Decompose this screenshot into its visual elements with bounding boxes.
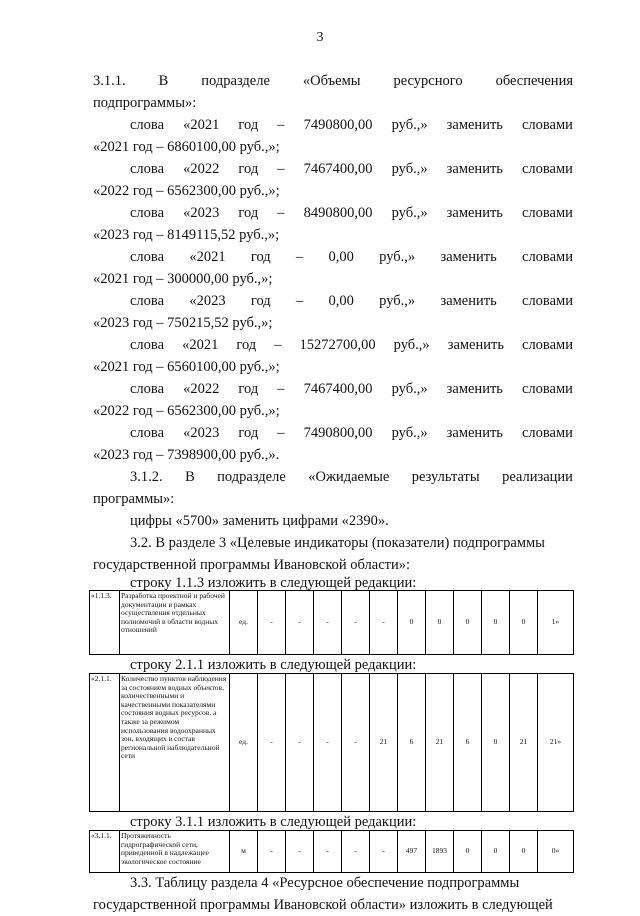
word: 7467400,00 — [303, 381, 373, 397]
word: руб.,» — [391, 117, 428, 133]
word: руб.,» — [379, 249, 416, 265]
indicator-table-1-1-3 — [89, 590, 574, 655]
row-number: «2.1.1. — [90, 674, 120, 812]
line-l3 — [93, 114, 573, 136]
cell: ед. — [230, 674, 258, 812]
word: словами — [521, 381, 573, 397]
word: слова — [130, 425, 165, 441]
word: слова — [130, 117, 165, 133]
word: «Объемы — [302, 73, 361, 89]
cell: ед. — [230, 591, 258, 655]
line-l21: цифры «5700» заменить цифрами «2390». — [130, 513, 389, 529]
word: руб.,» — [379, 293, 416, 309]
cell: - — [286, 591, 314, 655]
line-l26: строку 3.1.1 изложить в следующей редакции: — [130, 814, 417, 830]
indicator-name: Протяженность гидрографической сети, приведенной в надлежащее экологическое состояние — [120, 831, 230, 873]
cell: 0 — [510, 591, 538, 655]
word: год — [250, 293, 271, 309]
line-l2: подпрограммы»: — [93, 95, 197, 111]
word: слова — [130, 293, 165, 309]
word: год — [238, 117, 259, 133]
cell: - — [286, 674, 314, 812]
line-l15 — [93, 378, 573, 400]
cell: 21» — [538, 674, 574, 812]
word: словами — [521, 117, 573, 133]
line-l23: государственной программы Ивановской области»: — [93, 557, 411, 573]
line-l12: «2023 год – 750215,52 руб.,»; — [93, 315, 273, 331]
word: «2021 — [189, 249, 226, 265]
word: 0,00 — [328, 293, 354, 309]
page-number: 3 — [316, 30, 324, 45]
word: – — [277, 161, 285, 177]
indicator-name: Разработка проектной и рабочей документации в рамках осуществления отдельных полномочий в области водных отношений — [120, 591, 230, 655]
word: слова — [130, 161, 165, 177]
cell: 21 — [426, 674, 454, 812]
cell: - — [342, 831, 370, 873]
line-l6: «2022 год – 6562300,00 руб.,»; — [93, 183, 280, 199]
cell: 0 — [510, 831, 538, 873]
word: заменить — [446, 161, 503, 177]
word: реализации — [502, 469, 573, 485]
word: заменить — [446, 117, 503, 133]
word: 3.1.2. — [130, 469, 163, 485]
cell: - — [370, 831, 398, 873]
cell: 0 — [426, 591, 454, 655]
word: 3.1.1. — [93, 73, 126, 89]
word: руб.,» — [391, 161, 428, 177]
line-l20: программы»: — [93, 491, 175, 507]
cell: - — [258, 674, 286, 812]
word: В — [185, 469, 195, 485]
word: руб.,» — [391, 205, 428, 221]
word: подразделе — [217, 469, 286, 485]
cell: 0 — [482, 674, 510, 812]
row-number: «3.1.1. — [90, 831, 120, 873]
word: 7490800,00 — [303, 117, 373, 133]
word: – — [295, 293, 304, 309]
word: 7490800,00 — [303, 425, 373, 441]
cell: - — [258, 591, 286, 655]
word: словами — [521, 205, 573, 221]
cell: 6 — [454, 674, 482, 812]
word: словами — [522, 337, 573, 353]
word: «2021 — [182, 337, 219, 353]
line-l13 — [93, 334, 573, 356]
line-l11 — [93, 290, 573, 312]
word: руб.,» — [391, 425, 428, 441]
word: «2023 — [189, 293, 226, 309]
word: заменить — [446, 381, 503, 397]
cell: 1893 — [426, 831, 454, 873]
word: 15272700,00 — [299, 337, 376, 353]
cell: - — [314, 831, 342, 873]
cell: 0 — [454, 831, 482, 873]
word: год — [238, 381, 259, 397]
line-l5 — [93, 158, 573, 180]
line-l1 — [93, 70, 573, 92]
word: «2022 — [183, 161, 220, 177]
line-l7 — [93, 202, 573, 224]
cell: - — [370, 591, 398, 655]
line-l9 — [93, 246, 573, 268]
line-l22: 3.2. В разделе 3 «Целевые индикаторы (показатели) подпрограммы — [130, 535, 545, 551]
line-l8: «2023 год – 8149115,52 руб.,»; — [93, 227, 280, 243]
cell: 21 — [370, 674, 398, 812]
word: «2023 — [183, 425, 220, 441]
word: ресурсного — [393, 73, 463, 89]
line-l17 — [93, 422, 573, 444]
word: год — [250, 249, 271, 265]
word: результаты — [411, 469, 480, 485]
word: «Ожидаемые — [308, 469, 390, 485]
word: заменить — [447, 337, 504, 353]
indicator-table-2-1-1 — [89, 673, 574, 812]
word: слова — [130, 249, 165, 265]
cell: 0 — [398, 591, 426, 655]
word: 7467400,00 — [303, 161, 373, 177]
cell: 21 — [510, 674, 538, 812]
word: словами — [522, 249, 573, 265]
line-l18: «2023 год – 7398900,00 руб.,». — [93, 447, 280, 463]
cell: - — [342, 674, 370, 812]
indicator-table-3-1-1 — [89, 830, 574, 873]
word: заменить — [440, 249, 497, 265]
word: словами — [521, 425, 573, 441]
word: руб.,» — [393, 337, 430, 353]
word: – — [295, 249, 304, 265]
word: – — [277, 117, 285, 133]
cell: 0» — [538, 831, 574, 873]
cell: 0 — [482, 591, 510, 655]
word: – — [277, 205, 285, 221]
word: – — [277, 381, 285, 397]
line-l24: строку 1.1.3 изложить в следующей редакции: — [130, 575, 417, 591]
word: «2022 — [183, 381, 220, 397]
line-l28: государственной программы Ивановской области» изложить в следующей — [93, 897, 553, 913]
line-l4: «2021 год – 6860100,00 руб.,»; — [93, 139, 280, 155]
word: слова — [130, 381, 165, 397]
word: руб.,» — [391, 381, 428, 397]
word: слова — [130, 205, 165, 221]
word: словами — [521, 161, 573, 177]
cell: - — [314, 674, 342, 812]
word: год — [238, 205, 259, 221]
cell: - — [286, 831, 314, 873]
line-l14: «2021 год – 6560100,00 руб.,»; — [93, 359, 280, 375]
word: 8490800,00 — [303, 205, 373, 221]
cell: 0 — [454, 591, 482, 655]
word: В — [158, 73, 169, 89]
cell: 0 — [482, 831, 510, 873]
cell: - — [314, 591, 342, 655]
word: 0,00 — [328, 249, 354, 265]
word: «2023 — [183, 205, 220, 221]
word: подразделе — [201, 73, 270, 89]
word: – — [274, 337, 282, 353]
word: обеспечения — [495, 73, 573, 89]
word: заменить — [446, 205, 503, 221]
word: заменить — [446, 425, 503, 441]
line-l16: «2022 год – 6562300,00 руб.,»; — [93, 403, 280, 419]
word: словами — [522, 293, 573, 309]
cell: 1» — [538, 591, 574, 655]
line-l25: строку 2.1.1 изложить в следующей редакции: — [130, 657, 417, 673]
line-l10: «2021 год – 300000,00 руб.,»; — [93, 271, 273, 287]
cell: 497 — [398, 831, 426, 873]
indicator-name: Количество пунктов наблюдения за состоянием водных объектов, количественными и качественными показателями состояния водных ресурсов, а также за режимом использования водоохранных зон, входящих в состав региональной наблюдательной сети — [120, 674, 230, 812]
cell: м — [230, 831, 258, 873]
word: год — [238, 161, 259, 177]
word: заменить — [440, 293, 497, 309]
line-l19 — [93, 466, 573, 488]
word: слова — [130, 337, 165, 353]
cell: - — [258, 831, 286, 873]
line-l27: 3.3. Таблицу раздела 4 «Ресурсное обеспечение подпрограммы — [130, 875, 520, 891]
word: «2021 — [183, 117, 220, 133]
word: – — [277, 425, 285, 441]
cell: - — [342, 591, 370, 655]
cell: 6 — [398, 674, 426, 812]
row-number: «1.1.3. — [90, 591, 120, 655]
word: год — [236, 337, 257, 353]
word: год — [238, 425, 259, 441]
